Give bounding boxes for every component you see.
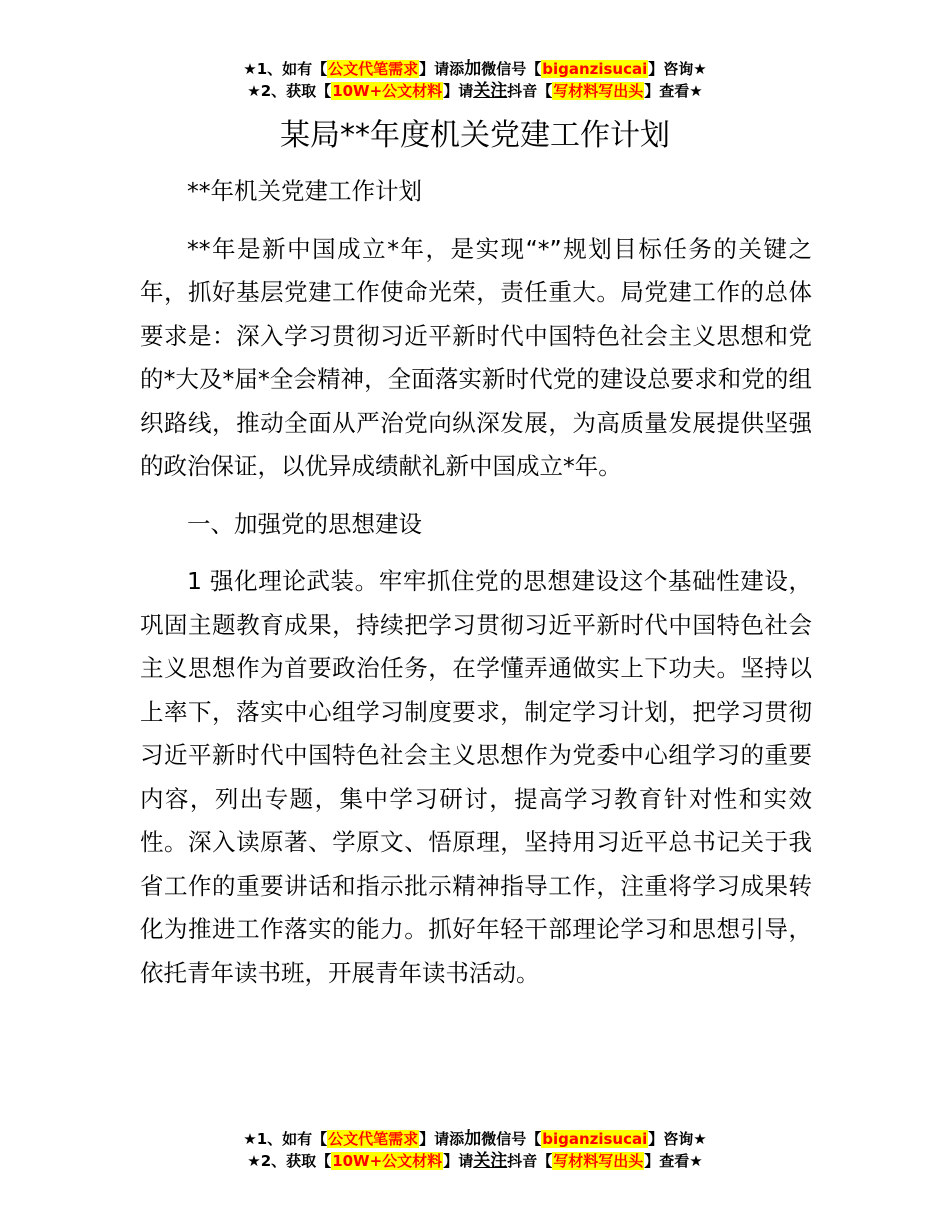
footer-line2-prefix: ★2、获取【 [247, 1152, 332, 1170]
banner-line1-middle-a: 】请添 [419, 60, 465, 78]
footer-highlight-douyin-account: 写材料写出头 [553, 1152, 644, 1170]
section-heading: 一、加强党的思想建设 [187, 509, 422, 538]
banner-line2-middle-underline: 关注 [473, 81, 508, 101]
banner-line-1 [0, 58, 950, 80]
banner-highlight-writing-service: 公文代笔需求 [328, 60, 419, 78]
banner-highlight-materials: 10W+公文材料 [332, 82, 443, 100]
footer-highlight-wechat-id: biganzisucai [542, 1130, 648, 1148]
body-paragraph: 1 强化理论武装。牢牢抓住党的思想建设这个基础性建设，巩固主题教育成果，持续把学习贯彻习近平新时代中国特色社会主义思想作为首要政治任务，在学懂弄通做实上下功夫。坚持以上率下，落实中心组学习制度要求，制定学习计划，把学习贯彻习近平新时代中国特色社会主义思想作为党委中心组学习的重要内容，列出专题，集中学习研讨，提高学习教育针对性和实效性。深入读原著、学原文、悟原理，坚持用习近平总书记关于我省工作的重要讲话和指示批示精神指导工作，注重将学习成果转化为推进工作落实的能力。抓好年轻干部理论学习和思想引导，依托青年读书班，开展青年读书活动。 [140, 567, 812, 987]
footer-banner [0, 1128, 950, 1172]
footer-highlight-materials: 10W+公文材料 [332, 1152, 443, 1170]
intro-paragraph: **年是新中国成立*年，是实现“*”规划目标任务的关键之年，抓好基层党建工作使命光荣，责任重大。局党建工作的总体要求是：深入学习贯彻习近平新时代中国特色社会主义思想和党的*大及*届*全会精神，全面落实新时代党的建设总要求和党的组织路线，推动全面从严治党向纵深发展，为高质量发展提供坚强的政治保证，以优异成绩献礼新中国成立*年。 [140, 234, 812, 480]
banner-line1-middle-big: 加 [464, 59, 482, 79]
footer-line1-middle-big: 加 [464, 1129, 482, 1149]
banner-line-2 [0, 80, 950, 102]
footer-line2-middle-underline: 关注 [473, 1151, 508, 1171]
footer-line2-middle-b: 抖音【 [507, 1152, 553, 1170]
footer-line2-suffix: 】查看★ [644, 1152, 703, 1170]
banner-line2-suffix: 】查看★ [644, 82, 703, 100]
header-banner [0, 58, 950, 102]
banner-line2-prefix: ★2、获取【 [247, 82, 332, 100]
banner-highlight-douyin-account: 写材料写出头 [553, 82, 644, 100]
banner-line1-middle-b: 微信号【 [481, 60, 542, 78]
footer-line1-prefix: ★1、如有【 [243, 1130, 328, 1148]
banner-line2-middle-b: 抖音【 [507, 82, 553, 100]
banner-highlight-wechat-id: biganzisucai [542, 60, 648, 78]
subtitle-paragraph: **年机关党建工作计划 [187, 177, 422, 205]
banner-line2-middle-a: 】请 [443, 82, 474, 100]
footer-line1-suffix: 】咨询★ [648, 1130, 707, 1148]
banner-line1-prefix: ★1、如有【 [243, 60, 328, 78]
document-body [140, 170, 812, 1009]
document-title: 某局**年度机关党建工作计划 [280, 118, 670, 153]
footer-highlight-writing-service: 公文代笔需求 [328, 1130, 419, 1148]
footer-line2-middle-a: 】请 [443, 1152, 474, 1170]
footer-banner-line-1 [0, 1128, 950, 1150]
banner-line1-suffix: 】咨询★ [648, 60, 707, 78]
footer-line1-middle-b: 微信号【 [481, 1130, 542, 1148]
footer-banner-line-2 [0, 1150, 950, 1172]
footer-line1-middle-a: 】请添 [419, 1130, 465, 1148]
